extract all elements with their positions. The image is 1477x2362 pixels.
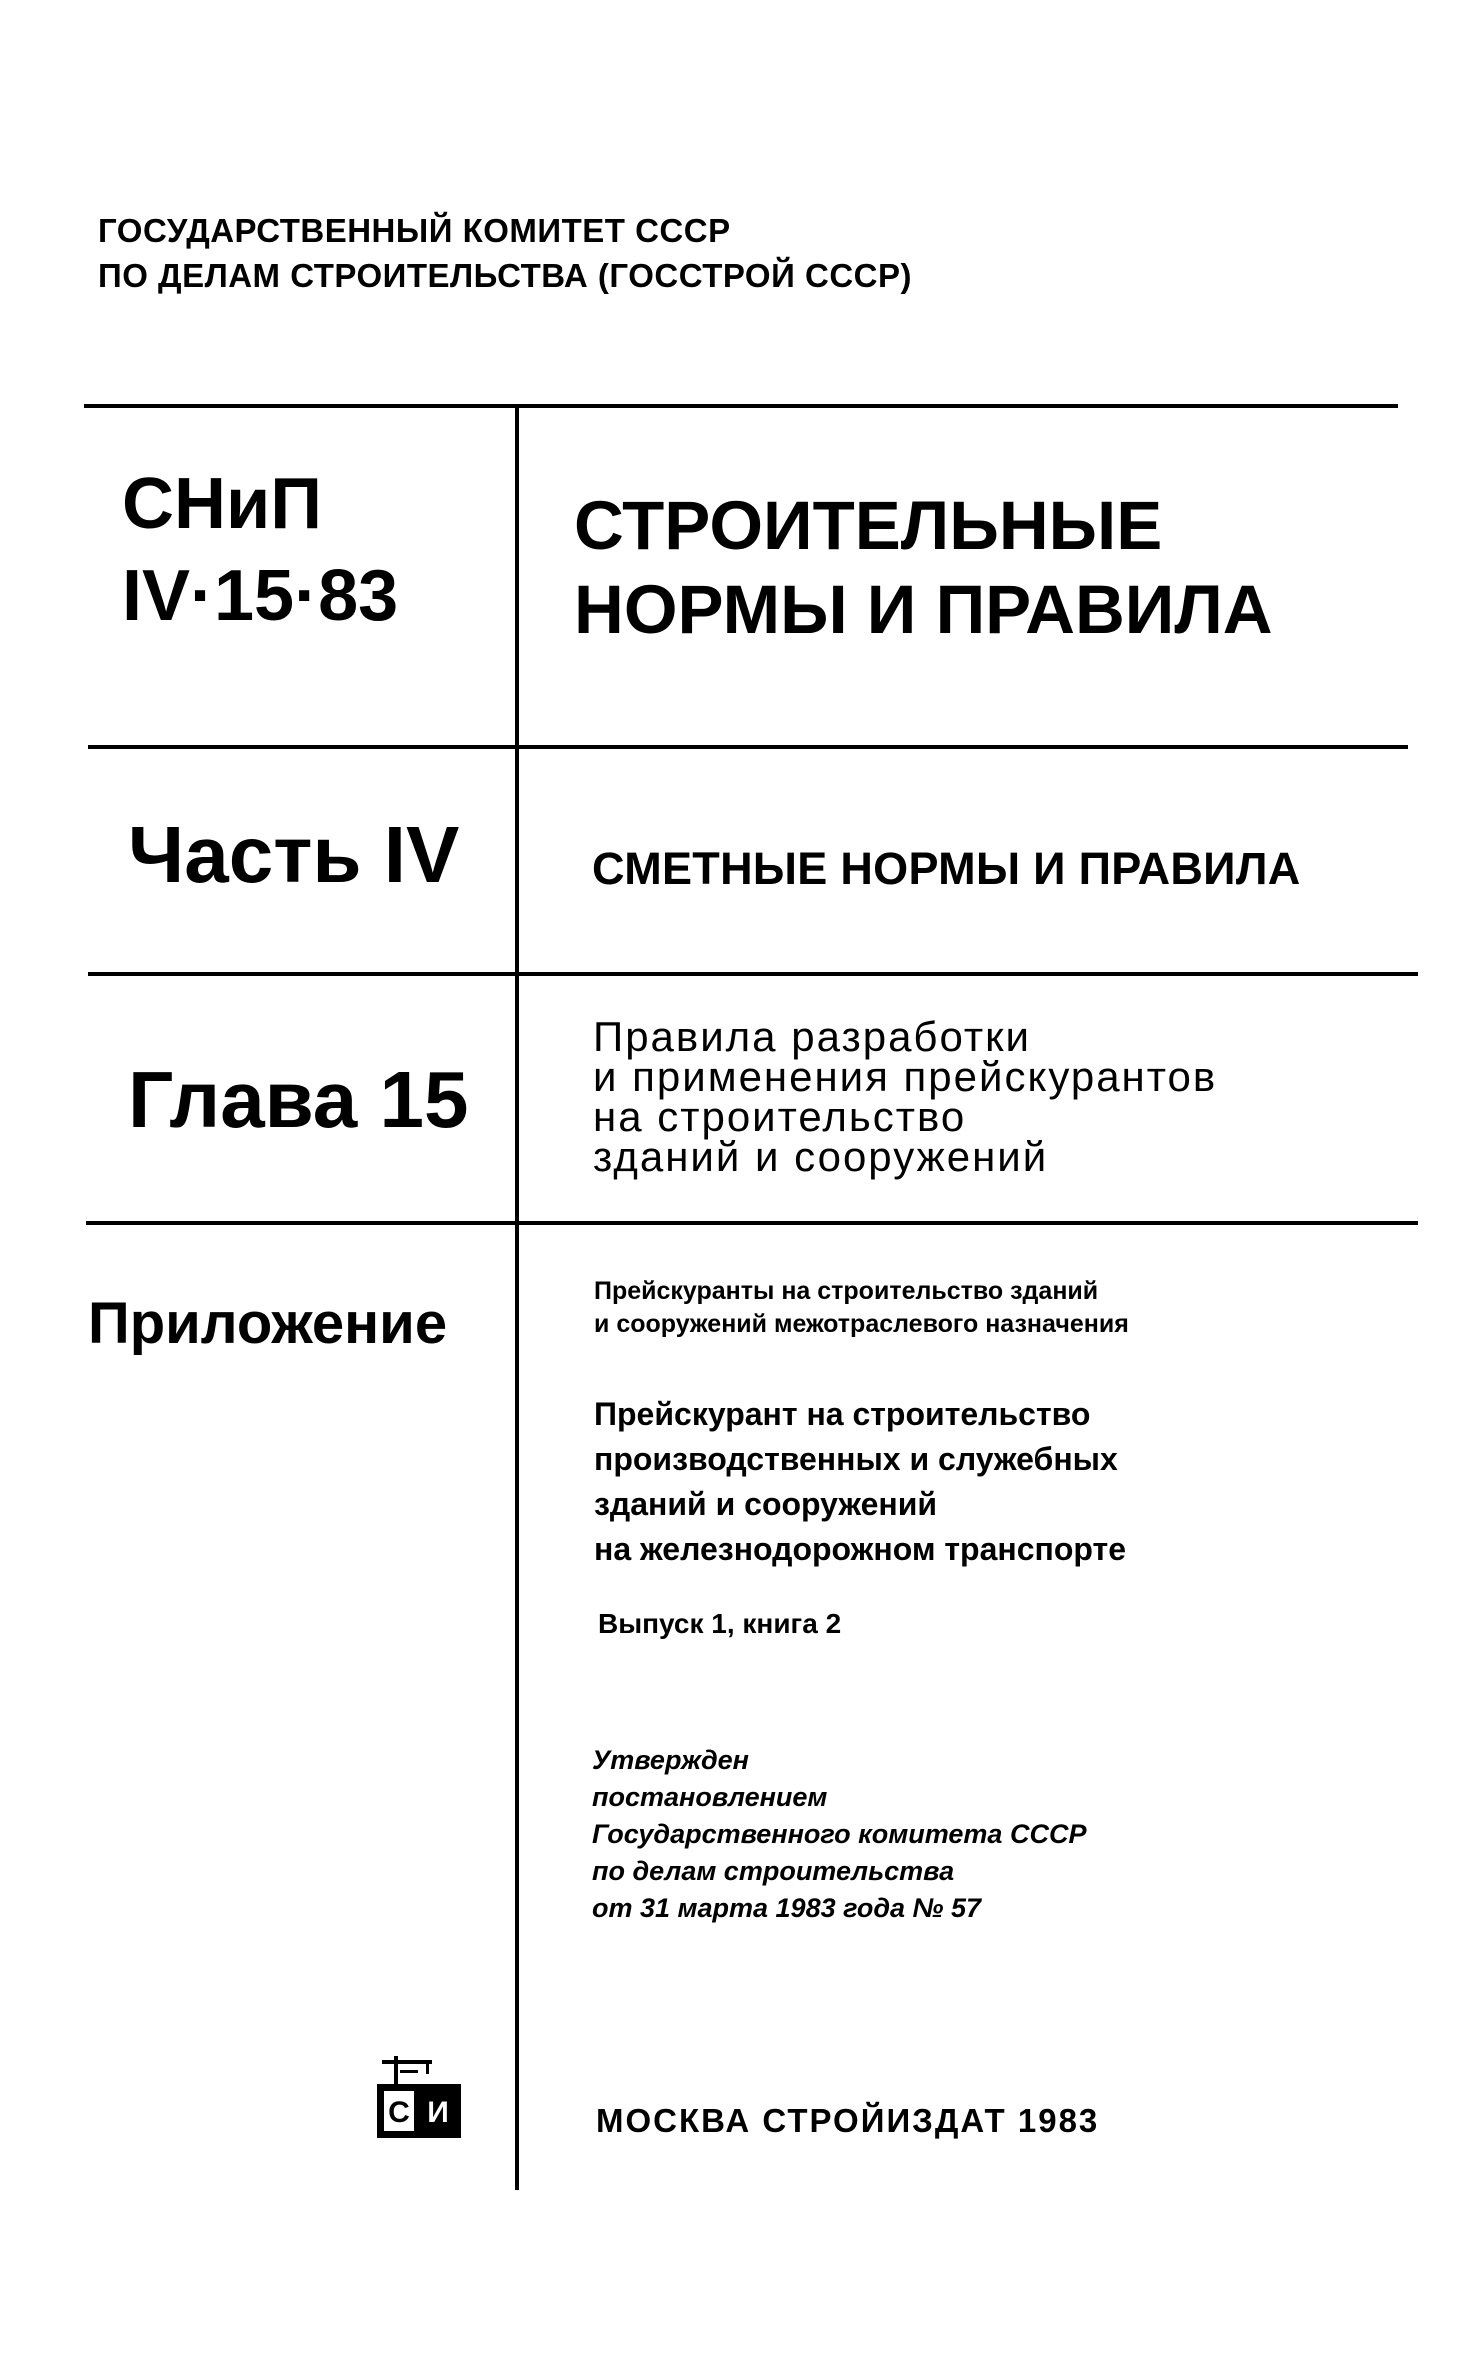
pricelist-title-line: Прейскурант на строительство	[594, 1396, 1091, 1432]
pricelist-title-line: зданий и сооружений	[594, 1486, 938, 1522]
chapter-title-line: и применения прейскурантов	[593, 1053, 1218, 1100]
approval-line: от 31 марта 1983 года № 57	[592, 1893, 982, 1923]
chapter-title-line: на строительство	[593, 1093, 967, 1140]
chapter-title	[593, 1013, 1218, 1180]
part-label: Часть IV	[128, 810, 460, 899]
title-line-1: СТРОИТЕЛЬНЫЕ	[574, 487, 1163, 564]
svg-text:С: С	[388, 2096, 410, 2129]
approval-line: постановлением	[592, 1782, 828, 1812]
approval-line: Утвержден	[592, 1745, 749, 1775]
appendix-subtitle	[594, 1275, 1129, 1341]
approval-note	[592, 1742, 1086, 1927]
divider-chapter	[88, 972, 1418, 976]
pricelist-title-line: производственных и служебных	[594, 1441, 1118, 1477]
chapter-title-line: Правила разработки	[593, 1013, 1031, 1060]
code-line-2: IV·15·83	[122, 556, 399, 636]
divider-part	[88, 745, 1408, 749]
issue-number: Выпуск 1, книга 2	[598, 1608, 842, 1639]
pricelist-title	[594, 1392, 1126, 1572]
divider-appendix	[86, 1221, 1418, 1225]
appendix-subtitle-line: и сооружений межотраслевого назначения	[594, 1310, 1129, 1338]
document-code	[122, 458, 398, 642]
issuing-authority	[98, 208, 912, 298]
chapter-title-line: зданий и сооружений	[593, 1133, 1049, 1180]
authority-line-2: ПО ДЕЛАМ СТРОИТЕЛЬСТВА (ГОССТРОЙ СССР)	[98, 257, 912, 294]
divider-top	[84, 404, 1398, 408]
appendix-subtitle-line: Прейскуранты на строительство зданий	[594, 1277, 1099, 1305]
document-title	[574, 484, 1273, 652]
code-line-1: СНиП	[122, 464, 323, 544]
appendix-label: Приложение	[88, 1291, 448, 1356]
title-line-2: НОРМЫ И ПРАВИЛА	[574, 571, 1273, 648]
authority-line-1: ГОСУДАРСТВЕННЫЙ КОМИТЕТ СССР	[98, 212, 731, 249]
divider-vertical	[515, 404, 519, 2190]
approval-line: по делам строительства	[592, 1856, 955, 1886]
approval-line: Государственного комитета СССР	[592, 1819, 1087, 1849]
stroyizdat-logo-icon	[374, 2050, 464, 2142]
part-title: СМЕТНЫЕ НОРМЫ И ПРАВИЛА	[592, 843, 1301, 894]
pricelist-title-line: на железнодорожном транспорте	[594, 1531, 1126, 1567]
chapter-label: Глава 15	[128, 1055, 469, 1144]
publisher-imprint: МОСКВА СТРОЙИЗДАТ 1983	[596, 2102, 1100, 2139]
svg-text:И: И	[427, 2096, 449, 2129]
